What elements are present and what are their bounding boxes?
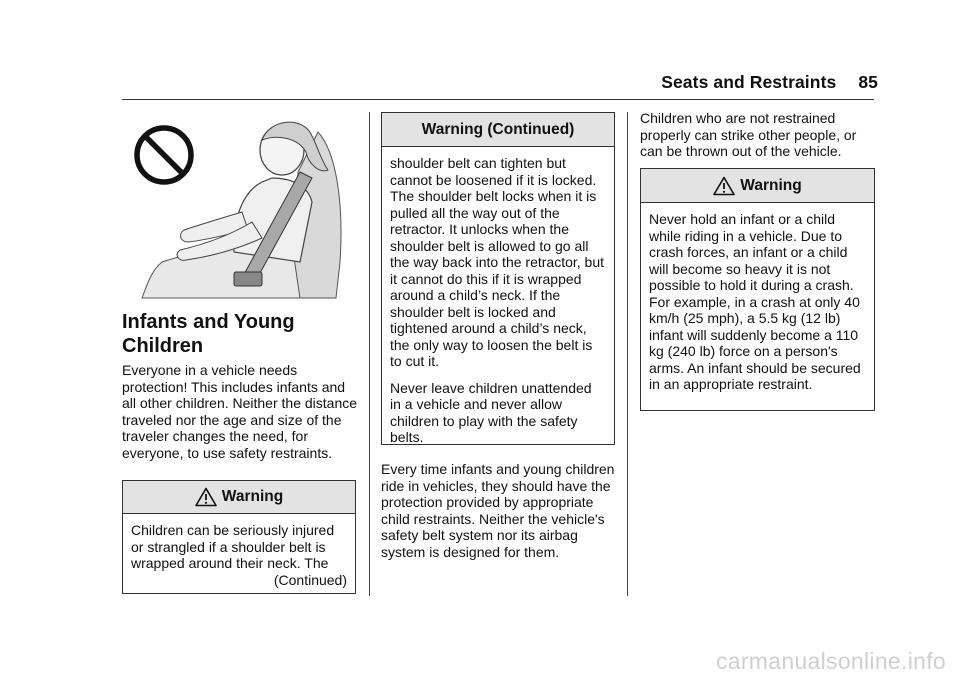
warning-box-3-text: Never hold an infant or a child while riding in a vehicle. Due to crash forces, an infant or a child will become so heavy it is not possible to hold it during a crash. For example, in a crash at only 40 km/h (25 mph), a 5.5 kg (12 lb) infant will suddenly become a 110 kg (240 lb) force on a person's arms. An infant should be secured in an appropriate restraint. (649, 211, 861, 392)
warning-box-2-para1: shoulder belt can tighten but cannot be loosened if it is locked. The shoulder belt locks when it is pulled all the way out of the retractor. It unlocks when the shoulder belt is allowed to go all the way back into the retractor, but it cannot do this if it is wrapped around a child’s neck. If the shoulder belt is locked and tightened around a child’s neck, the only way to loosen the belt is to cut it. (390, 155, 605, 369)
warning-box-3 (640, 168, 875, 411)
column-divider-1 (369, 112, 370, 596)
warning-box-1-text: Children can be seriously injured or strangled if a shoulder belt is wrapped around their neck. The (131, 522, 335, 571)
right-column-text (640, 110, 876, 160)
page-number: 85 (858, 72, 878, 92)
warning-box-2 (381, 112, 615, 445)
section-title: Seats and Restraints (661, 72, 837, 92)
warning-box-2-header (382, 113, 614, 147)
header-rule (122, 99, 874, 100)
column-divider-2 (627, 112, 628, 596)
warning-box-1-body (123, 514, 355, 596)
warning-box-2-body (382, 147, 614, 454)
warning-box-2-para2: Never leave children unattended in a vehicle and never allow children to play with the safety belts. (390, 379, 592, 445)
warning-box-2-title: Warning (Continued) (421, 120, 575, 138)
warning-box-1-title: Warning (221, 488, 284, 505)
child-seatbelt-illustration (122, 112, 356, 302)
page-header (0, 72, 878, 93)
warning-box-3-header (641, 169, 874, 203)
left-column-text (122, 362, 360, 461)
warning-box-3-title: Warning (740, 176, 802, 194)
section-heading: Infants and Young Children (122, 311, 295, 357)
right-body-paragraph: Children who are not restrained properly can strike other people, or can be thrown out of the vehicle. (640, 110, 857, 159)
warning-triangle-icon (713, 176, 735, 196)
continued-label: (Continued) (273, 571, 347, 588)
middle-column-text (381, 461, 621, 560)
warning-box-1 (122, 480, 356, 594)
watermark: carmanualsonline.info (715, 648, 946, 674)
warning-box-3-body (641, 203, 874, 401)
warning-triangle-icon (195, 487, 217, 507)
warning-box-1-header (123, 481, 355, 514)
middle-body-paragraph: Every time infants and young children ride in vehicles, they should have the protection provided by appropriate child restraints. Neither the vehicle's safety belt system nor its airbag system is designed for them. (381, 461, 615, 560)
intro-paragraph: Everyone in a vehicle needs protection! This includes infants and all other children. Neither the distance traveled nor the age and size of the traveler changes the need, for everyone, to use safety restraints. (122, 362, 358, 461)
